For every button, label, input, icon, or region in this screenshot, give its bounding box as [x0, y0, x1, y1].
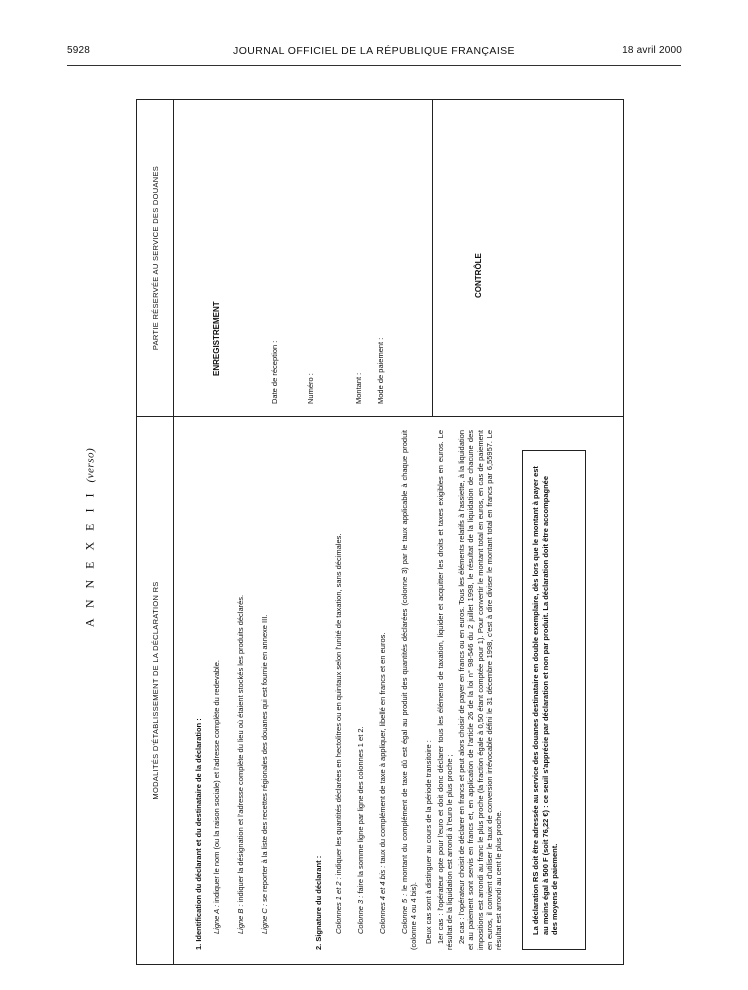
columns-1-2 — [334, 434, 343, 934]
section2-title: 2. Signature du déclarant : — [314, 855, 323, 950]
column-5 — [400, 430, 419, 950]
numero-label: Numéro : — [306, 373, 315, 404]
two-cases-intro: Deux cas sont à distinguer au cours de la période transitoire : — [424, 740, 433, 944]
enregistrement-title: ENREGISTREMENT — [212, 301, 221, 376]
customs-body — [174, 100, 623, 416]
case-2: 2e cas : l'opérateur choisit de déclarer en francs et peut alors choisir de payer en francs ou en euros. Tous les éléments relatifs à l'assiette, à la liquidation et au paiement sont servis en francs et, en application de l'article 26 de la loi n° 98-546 du 2 juillet 1998, le résultat de la liquidation de chacune des impositions est arrondi au franc le plus proche (la fraction égale à 0,50 étant comptée pour 1). Pour convertir le montant total en euros, en cas de paiement en euros, il convient d'utiliser le taux de conversion irrévocable défini le 31 décembre 1998, c'est à dire diviser le montant total en francs par 6,55957. Le résultat est arrondi au cent le plus proche. — [457, 430, 504, 950]
column-5-label: Colonne 5 : — [400, 893, 409, 934]
rotated-table-content — [137, 100, 623, 964]
columns-4-4bis — [378, 434, 387, 934]
line-c-text: se reporter à la liste des recettes régionales des douanes qui est fournie en annexe III. — [260, 614, 269, 904]
declaration-table — [136, 99, 624, 965]
columns-1-2-label: Colonnes 1 et 2 : — [334, 877, 343, 934]
annex-subtitle: (verso) — [84, 447, 97, 483]
journal-title: JOURNAL OFFICIEL DE LA RÉPUBLIQUE FRANÇAISE — [233, 45, 515, 57]
montant-label: Montant : — [354, 372, 363, 404]
controle-title: CONTRÔLE — [474, 253, 483, 298]
columns-4-4bis-label: Colonnes 4 et 4 bis : — [378, 865, 387, 934]
notice-box: La déclaration RS doit être adressée au service des douanes destinataire en double exemplaire, dès lors que le montant à payer est au moins égal à 500 F (soit 76,22 €) : ce seuil s'apprécie par déclaration et non par produit. La déclaration doit être accompagnée des moyens de paiement. — [522, 450, 586, 950]
column-3 — [356, 434, 365, 934]
line-c-label: Ligne C : — [260, 903, 269, 934]
annex-heading — [83, 338, 98, 738]
line-b-text: indiquer la désignation et l'adresse complète du lieu où étaient stockés les produits déclarés. — [236, 594, 245, 905]
line-a-label: Ligne A : — [212, 904, 221, 934]
columns-4-4bis-text: taux du complément de taxe à appliquer, libellé en francs et en euros. — [378, 632, 387, 866]
page-number: 5928 — [67, 45, 91, 56]
controle-divider — [432, 100, 433, 416]
line-b-label: Ligne B : — [236, 904, 245, 934]
column-3-text: faire la somme ligne par ligne des colonnes 1 et 2. — [356, 726, 365, 896]
instructions-column — [137, 416, 623, 964]
header-rule — [67, 65, 681, 66]
column-3-label: Colonne 3 : — [356, 895, 365, 934]
section1-title: 1. Identification du déclarant et du destinataire de la déclaration : — [194, 718, 203, 950]
instructions-header: MODALITÉS D'ÉTABLISSEMENT DE LA DÉCLARATION RS — [137, 417, 174, 964]
columns-1-2-text: indiquer les quantités déclarées en hectolitres ou en quintaux selon l'unité de taxation, sans décimales. — [334, 533, 343, 878]
customs-header: PARTIE RÉSERVÉE AU SERVICE DES DOUANES — [137, 100, 174, 416]
customs-column — [137, 100, 623, 416]
line-a — [212, 434, 221, 934]
date-reception-label: Date de réception : — [270, 340, 279, 404]
annex-title: A N N E X E I I — [82, 489, 97, 628]
instructions-body — [174, 416, 623, 964]
line-b — [236, 434, 245, 934]
publication-date: 18 avril 2000 — [622, 45, 682, 56]
column-5-text: le montant du complément de taxe dû est égal au produit des quantités déclarées (colonne 3) par le taux applicable à chaque produit (colonne 4 ou 4 bis). — [400, 430, 419, 950]
case-1: 1er cas : l'opérateur opte pour l'euro et doit donc déclarer tous les éléments de taxation, liquider et acquitter les droits et taxes exigibles en euros. Le résultat de la liquidation est arrondi à l'euro le plus proche ; — [436, 430, 455, 950]
line-c — [260, 434, 269, 934]
mode-paiement-label: Mode de paiement : — [376, 337, 385, 404]
line-a-text: indiquer le nom (ou la raison sociale) et l'adresse complète du redevable. — [212, 660, 221, 905]
